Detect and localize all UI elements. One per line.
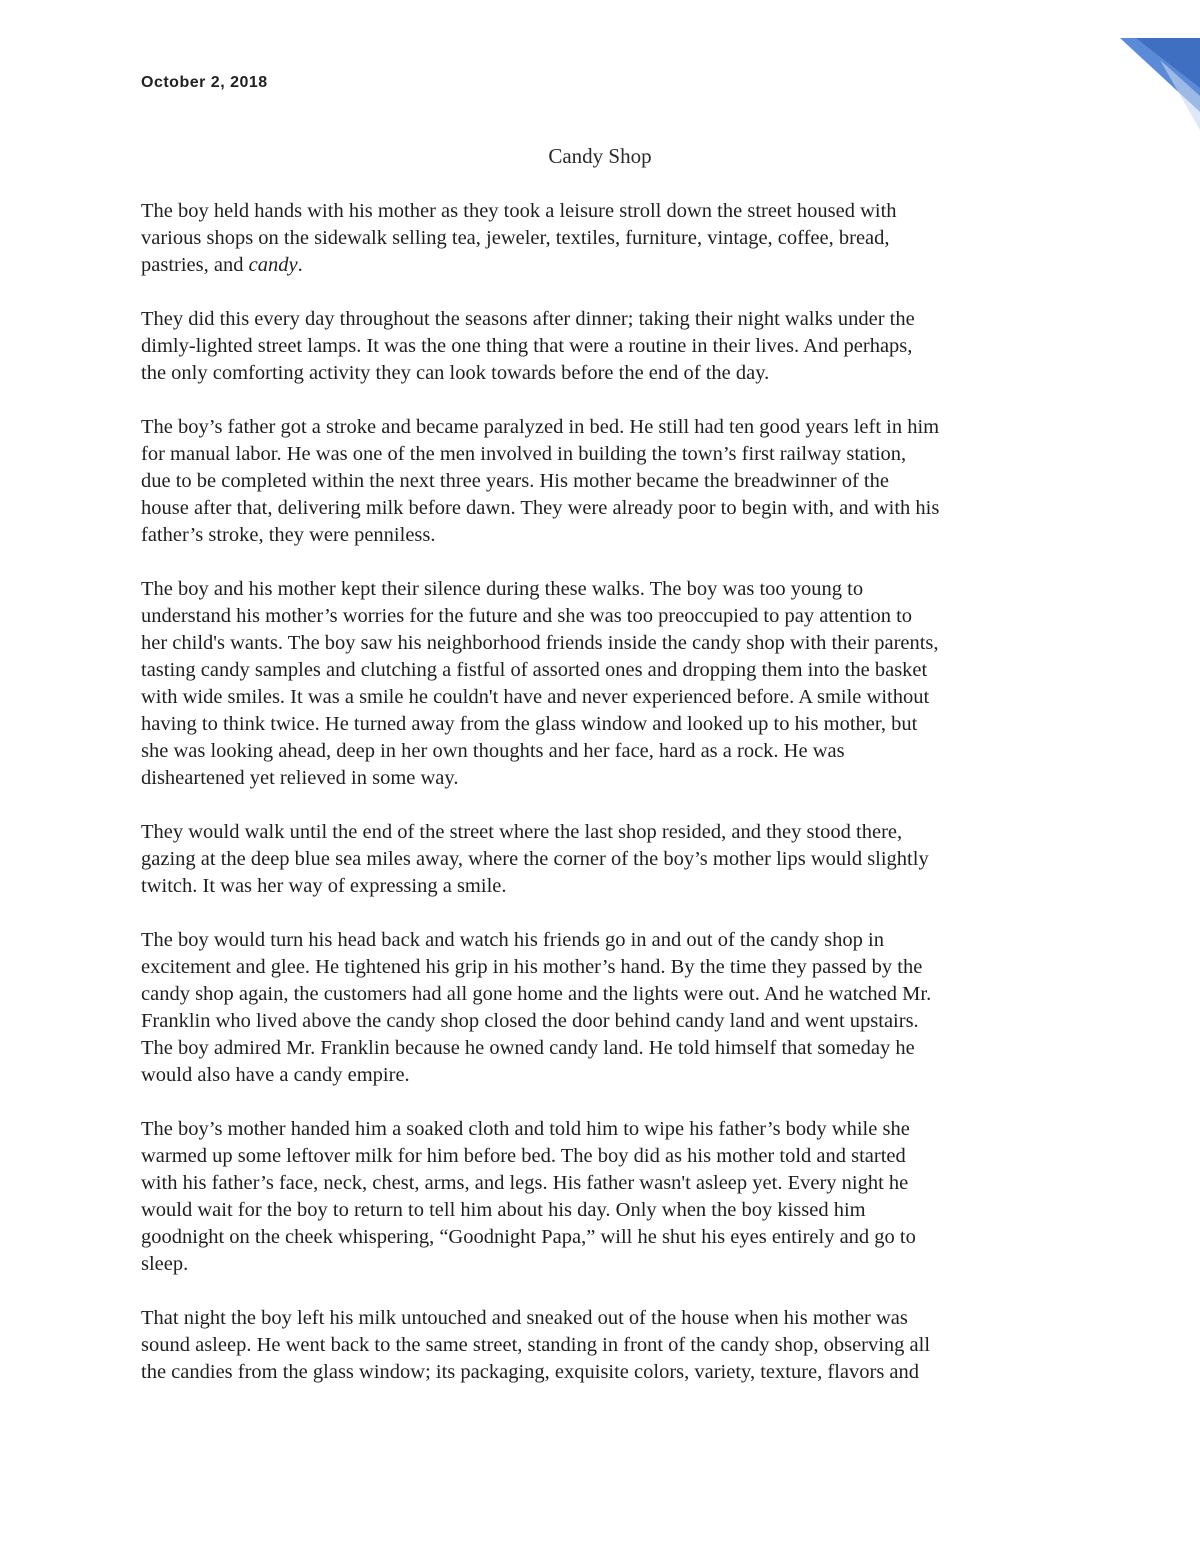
text-line: having to think twice. He turned away from the glass window and looked up to his mother, but [141, 713, 918, 735]
text-line: The boy and his mother kept their silence during these walks. The boy was too young to [141, 578, 864, 600]
text-line: various shops on the sidewalk selling tea, jeweler, textiles, furniture, vintage, coffee, bread, [141, 227, 890, 249]
text-line: excitement and glee. He tightened his grip in his mother’s hand. By the time they passed by the [141, 956, 923, 978]
text-line: father’s stroke, they were penniless. [141, 524, 436, 546]
corner-triangle-decoration [1060, 0, 1200, 130]
text-line: disheartened yet relieved in some way. [141, 767, 459, 789]
text-line: dimly-lighted street lamps. It was the one thing that were a routine in their lives. And perhaps, [141, 335, 913, 357]
text-line: tasting candy samples and clutching a fistful of assorted ones and dropping them into the basket [141, 659, 928, 681]
text-line: the candies from the glass window; its packaging, exquisite colors, variety, texture, flavors and [141, 1361, 920, 1383]
text-line: twitch. It was her way of expressing a smile. [141, 875, 507, 897]
paragraph-3 [141, 414, 1066, 549]
paragraph-7 [141, 1116, 1066, 1278]
text-line: her child's wants. The boy saw his neighborhood friends inside the candy shop with their parents, [141, 632, 939, 654]
text-line: warmed up some leftover milk for him before bed. The boy did as his mother told and started [141, 1145, 906, 1167]
text-line: That night the boy left his milk untouched and sneaked out of the house when his mother was [141, 1307, 908, 1329]
text-span: . [297, 254, 303, 276]
text-line: house after that, delivering milk before dawn. They were already poor to begin with, and with his [141, 497, 940, 519]
text-line: The boy’s mother handed him a soaked cloth and told him to wipe his father’s body while she [141, 1118, 910, 1140]
text-line: The boy admired Mr. Franklin because he owned candy land. He told himself that someday he [141, 1037, 915, 1059]
text-line: would wait for the boy to return to tell him about his day. Only when the boy kissed him [141, 1199, 866, 1221]
text-line: she was looking ahead, deep in her own thoughts and her face, hard as a rock. He was [141, 740, 845, 762]
document-title: Candy Shop [548, 144, 652, 168]
text-line: The boy held hands with his mother as they took a leisure stroll down the street housed with [141, 200, 897, 222]
paragraph-5 [141, 819, 1066, 900]
text-line: Franklin who lived above the candy shop closed the door behind candy land and went upstairs. [141, 1010, 919, 1032]
paragraph-2 [141, 306, 1066, 387]
paragraph-1 [141, 198, 1066, 279]
text-line: gazing at the deep blue sea miles away, where the corner of the boy’s mother lips would slightly [141, 848, 929, 870]
document-date: October 2, 2018 [141, 74, 268, 91]
text-line: understand his mother’s worries for the future and she was too preoccupied to pay attention to [141, 605, 913, 627]
text-line: candy shop again, the customers had all gone home and the lights were out. And he watched Mr. [141, 983, 932, 1005]
text-line: with wide smiles. It was a smile he couldn't have and never experienced before. A smile without [141, 686, 930, 708]
document-body [141, 198, 1066, 1413]
text-line: The boy’s father got a stroke and became paralyzed in bed. He still had ten good years left in him [141, 416, 940, 438]
text-line: the only comforting activity they can look towards before the end of the day. [141, 362, 770, 384]
text-line: They did this every day throughout the seasons after dinner; taking their night walks under the [141, 308, 915, 330]
paragraph-6 [141, 927, 1066, 1089]
text-line: sound asleep. He went back to the same street, standing in front of the candy shop, observing all [141, 1334, 931, 1356]
text-line: with his father’s face, neck, chest, arms, and legs. His father wasn't asleep yet. Every night he [141, 1172, 909, 1194]
paragraph-8 [141, 1305, 1066, 1386]
text-line: The boy would turn his head back and watch his friends go in and out of the candy shop in [141, 929, 884, 951]
paragraph-4 [141, 576, 1066, 792]
text-line: goodnight on the cheek whispering, “Goodnight Papa,” will he shut his eyes entirely and go to [141, 1226, 916, 1248]
text-span: pastries, and [141, 254, 249, 276]
text-line: sleep. [141, 1253, 189, 1275]
emphasized-word: candy [248, 254, 298, 276]
text-line: They would walk until the end of the street where the last shop resided, and they stood there, [141, 821, 903, 843]
text-line: for manual labor. He was one of the men involved in building the town’s first railway station, [141, 443, 907, 465]
text-line: due to be completed within the next three years. His mother became the breadwinner of the [141, 470, 889, 492]
text-line: would also have a candy empire. [141, 1064, 410, 1086]
text-line [141, 252, 1066, 279]
